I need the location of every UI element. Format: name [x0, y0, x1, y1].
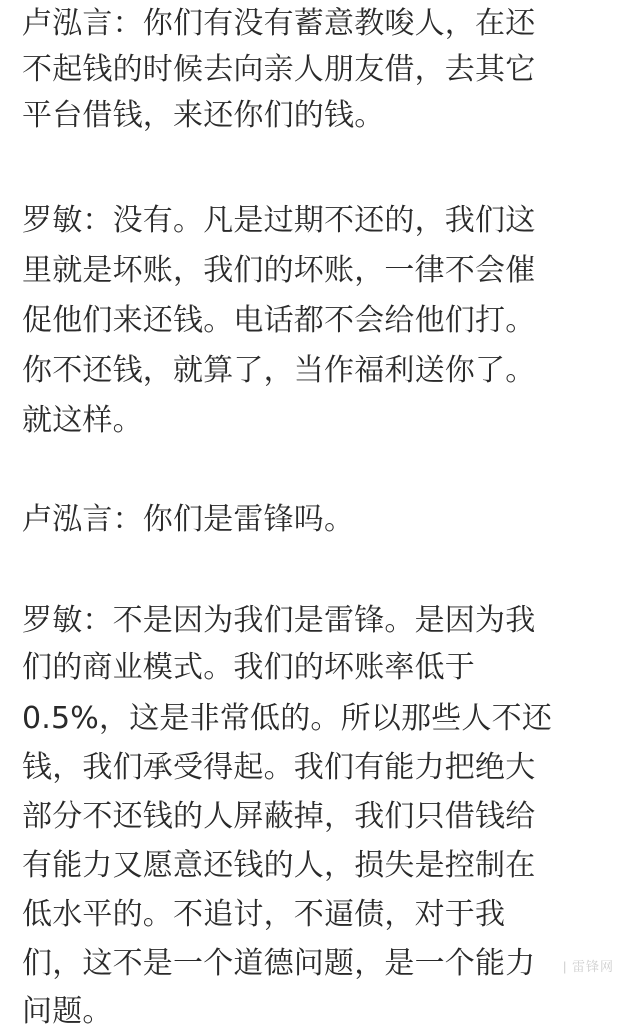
watermark: | 雷锋网: [563, 959, 614, 974]
paragraph-4-line-3: 0.5%，这是非常低的。所以那些人不还: [22, 701, 553, 736]
paragraph-4-line-4: 钱，我们承受得起。我们有能力把绝大: [22, 750, 536, 785]
paragraph-2-line-1: 罗敏：没有。凡是过期不还的，我们这: [22, 203, 536, 238]
paragraph-2-line-5: 就这样。: [22, 403, 143, 438]
paragraph-2-line-2: 里就是坏账，我们的坏账，一律不会催: [22, 253, 536, 288]
paragraph-2-line-4: 你不还钱，就算了，当作福利送你了。: [22, 353, 536, 388]
paragraph-4-line-7: 低水平的。不追讨，不逼债，对于我: [22, 897, 506, 932]
paragraph-2-line-3: 促他们来还钱。电话都不会给他们打。: [22, 303, 536, 338]
paragraph-4-line-6: 有能力又愿意还钱的人，损失是控制在: [22, 848, 536, 883]
paragraph-4-line-1: 罗敏：不是因为我们是雷锋。是因为我: [22, 603, 536, 638]
paragraph-4-line-9: 问题。: [22, 994, 113, 1029]
paragraph-4-line-5: 部分不还钱的人屏蔽掉，我们只借钱给: [22, 799, 536, 834]
paragraph-1-line-2: 不起钱的时候去向亲人朋友借，去其它: [22, 52, 536, 87]
paragraph-4-line-8: 们，这不是一个道德问题，是一个能力: [22, 946, 536, 981]
paragraph-1-line-1: 卢泓言：你们有没有蓄意教唆人，在还: [22, 6, 536, 41]
paragraph-4-line-2: 们的商业模式。我们的坏账率低于: [22, 650, 475, 685]
paragraph-3-line-1: 卢泓言：你们是雷锋吗。: [22, 502, 355, 537]
paragraph-1-line-3: 平台借钱，来还你们的钱。: [22, 98, 385, 133]
